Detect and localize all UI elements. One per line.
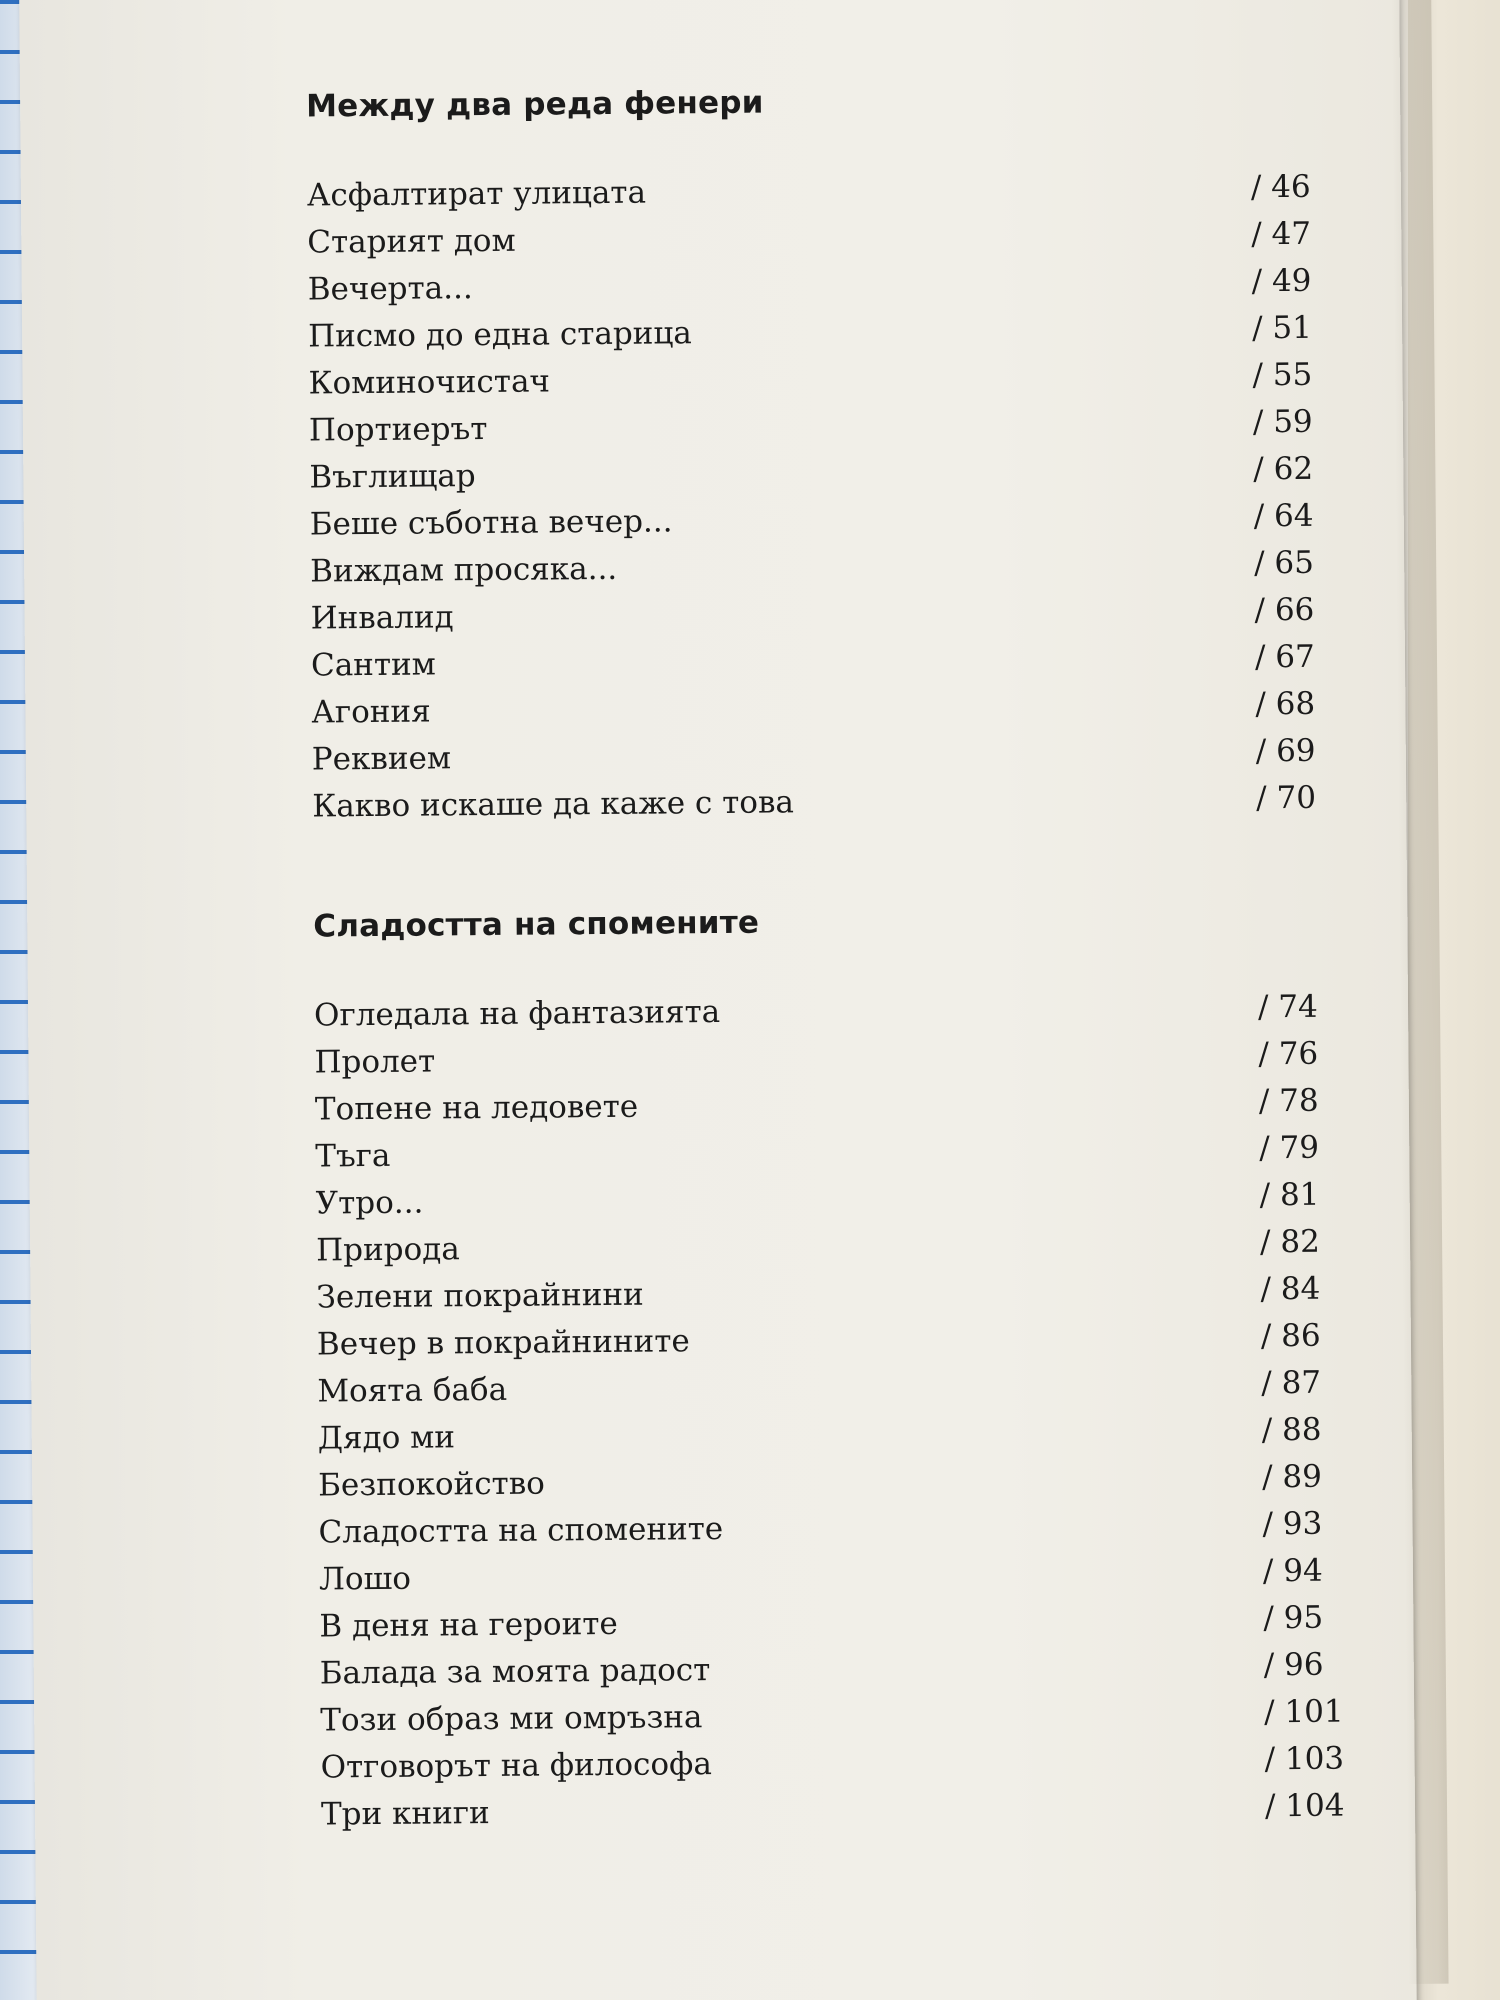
toc-entry-title: Портиерът <box>308 410 488 449</box>
table-of-contents <box>270 80 1345 1839</box>
toc-entry-page-number: / 46 <box>1250 168 1311 206</box>
toc-entry-list <box>278 984 1345 1839</box>
toc-entry-page-number: / 68 <box>1255 685 1316 723</box>
toc-entry-page-number: / 59 <box>1252 403 1313 441</box>
toc-entry-page-number: / 81 <box>1259 1176 1320 1214</box>
toc-entry-page-number: / 62 <box>1253 450 1314 488</box>
toc-entry-title: В деня на героите <box>319 1605 618 1645</box>
toc-entry-page-number: / 87 <box>1261 1364 1322 1402</box>
toc-entry-page-number: / 49 <box>1251 262 1312 300</box>
toc-entry-title: Виждам просяка... <box>310 550 618 590</box>
toc-entry-title: Коминочистач <box>308 363 551 402</box>
toc-entry-title: Балада за моята радост <box>319 1652 711 1692</box>
toc-entry-page-number: / 65 <box>1254 544 1315 582</box>
toc-entry-page-number: / 66 <box>1254 591 1315 629</box>
section-title: Между два реда фенери <box>305 84 764 125</box>
toc-entry-page-number: / 55 <box>1252 356 1313 394</box>
toc-entry-page-number: / 78 <box>1258 1082 1319 1120</box>
toc-entry-page-number: / 93 <box>1262 1505 1323 1543</box>
toc-entry-page-number: / 95 <box>1263 1599 1324 1637</box>
toc-entry-page-number: / 86 <box>1260 1317 1321 1355</box>
toc-entry-title: Огледала на фантазията <box>313 993 721 1034</box>
toc-entry-page-number: / 64 <box>1253 497 1314 535</box>
toc-entry-title: Лошо <box>318 1560 412 1598</box>
toc-entry-title: Отговорът на философа <box>320 1746 712 1786</box>
toc-entry-title: Беше съботна вечер... <box>309 503 673 543</box>
toc-entry-title: Зелени покрайнини <box>316 1276 644 1316</box>
toc-entry-title: Старият дом <box>307 222 516 261</box>
toc-entry-title: Реквием <box>311 740 452 778</box>
book-page <box>19 0 1417 2000</box>
toc-entry-title: Сантим <box>310 646 436 684</box>
toc-entry-page-number: / 79 <box>1259 1129 1320 1167</box>
toc-entry-page-number: / 74 <box>1257 988 1318 1026</box>
toc-entry-title: Вечерта... <box>307 270 473 308</box>
toc-section <box>270 80 1336 831</box>
toc-entry-page-number: / 104 <box>1264 1787 1345 1825</box>
toc-entry-page-number: / 82 <box>1259 1223 1320 1261</box>
toc-entry-page-number: / 69 <box>1255 732 1316 770</box>
toc-entry-title: Инвалид <box>310 599 454 637</box>
toc-entry-title: Безпокойство <box>318 1465 546 1504</box>
toc-entry-page-number: / 103 <box>1264 1740 1345 1778</box>
toc-entry-page-number: / 67 <box>1254 638 1315 676</box>
toc-entry-title: Три книги <box>320 1795 490 1833</box>
toc-entry-page-number: / 51 <box>1251 309 1313 347</box>
toc-entry <box>312 775 1336 831</box>
toc-entry-title: Природа <box>315 1231 460 1269</box>
toc-entry-page-number: / 47 <box>1251 215 1312 253</box>
toc-entry-title: Какво искаше да каже с това <box>312 784 795 825</box>
toc-entry-title: Моята баба <box>317 1371 508 1410</box>
toc-entry-page-number: / 84 <box>1260 1270 1321 1308</box>
toc-entry-title: Утро... <box>315 1184 424 1222</box>
toc-entry-title: Дядо ми <box>317 1419 456 1457</box>
toc-section <box>277 900 1345 1839</box>
toc-entry-page-number: / 101 <box>1264 1693 1344 1731</box>
toc-entry-list <box>271 164 1337 831</box>
toc-entry-title: Въглищар <box>309 458 476 496</box>
toc-entry-title: Асфалтират улицата <box>306 174 647 214</box>
toc-entry-title: Този образ ми омръзна <box>320 1699 703 1739</box>
toc-entry-title: Писмо до една старица <box>307 315 692 355</box>
toc-entry-title: Пролет <box>314 1043 436 1081</box>
toc-entry-title: Агония <box>311 693 431 731</box>
toc-entry-page-number: / 76 <box>1258 1035 1319 1073</box>
toc-entry-page-number: / 88 <box>1261 1411 1322 1449</box>
toc-entry-page-number: / 94 <box>1262 1552 1323 1590</box>
section-title: Сладостта на спомените <box>313 904 760 945</box>
toc-entry-page-number: / 70 <box>1256 779 1317 817</box>
toc-entry-title: Сладостта на спомените <box>318 1510 724 1551</box>
toc-entry <box>321 1783 1345 1839</box>
toc-entry-title: Вечер в покрайнините <box>316 1323 690 1363</box>
toc-entry-title: Тъга <box>315 1137 391 1175</box>
toc-entry-page-number: / 89 <box>1261 1458 1323 1496</box>
toc-entry-page-number: / 96 <box>1263 1646 1324 1684</box>
toc-entry-title: Топене на ледовете <box>314 1088 639 1128</box>
